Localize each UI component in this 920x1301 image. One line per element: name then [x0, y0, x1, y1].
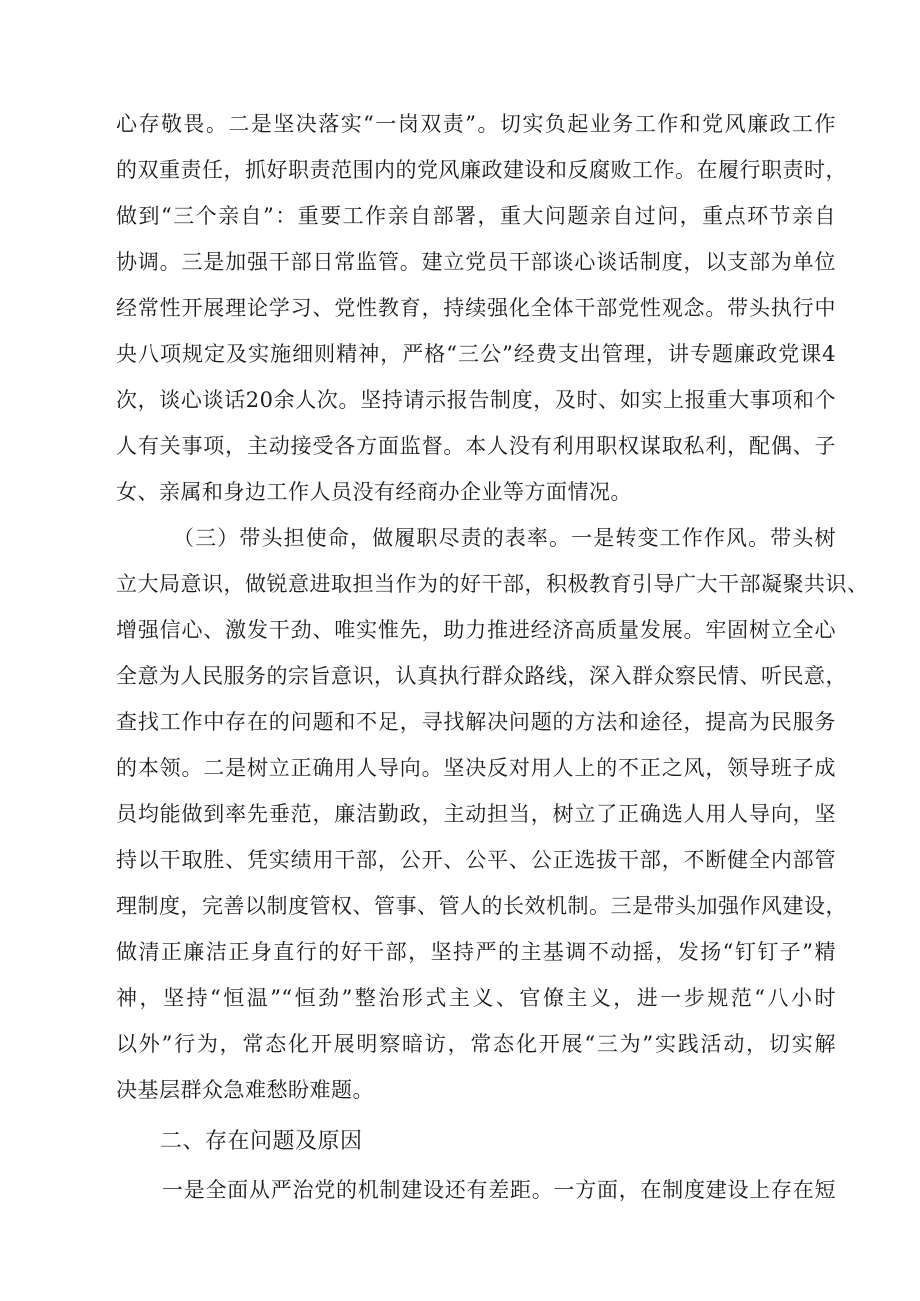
- document-body: [116, 101, 869, 1213]
- text-line: 央八项规定及实施细则精神，严格“三公”经费支出管理，讲专题廉政党课4: [116, 342, 836, 366]
- text-line: 做到“三个亲自”：重要工作亲自部署，重大问题亲自过问，重点环节亲自: [116, 204, 836, 228]
- text-line: 一是全面从严治党的机制建设还有差距。一方面，在制度建设上存在短: [162, 1178, 836, 1202]
- text-line: 经常性开展理论学习、党性教育，持续强化全体干部党性观念。带头执行中: [116, 296, 836, 320]
- text-line: 全意为人民服务的宗旨意识，认真执行群众路线，深入群众察民情、听民意，: [116, 664, 847, 688]
- text-line: 人有关事项，主动接受各方面监督。本人没有利用职权谋取私利，配偶、子: [116, 434, 836, 458]
- text-line: 查找工作中存在的问题和不足，寻找解决问题的方法和途径，提高为民服务: [116, 710, 836, 734]
- text-line: 做清正廉洁正身直行的好干部，坚持严的主基调不动摇，发扬“钉钉子”精: [116, 940, 836, 964]
- text-line: 以外”行为，常态化开展明察暗访，常态化开展“三为”实践活动，切实解: [116, 1032, 836, 1056]
- text-line: 女、亲属和身边工作人员没有经商办企业等方面情况。: [116, 480, 632, 504]
- text-line: 心存敬畏。二是坚决落实“一岗双责”。切实负起业务工作和党风廉政工作: [116, 112, 836, 136]
- paragraph-problems: [116, 1167, 836, 1213]
- text-line: 持以干取胜、凭实绩用干部，公开、公平、公正选拔干部，不断健全内部管: [116, 848, 836, 872]
- paragraph-responsibility: [116, 101, 847, 515]
- text-line: 协调。三是加强干部日常监管。建立党员干部谈心谈话制度，以支部为单位: [116, 250, 836, 274]
- text-line: 的双重责任，抓好职责范围内的党风廉政建设和反腐败工作。在履行职责时，: [116, 158, 847, 182]
- text-line: （三）带头担使命，做履职尽责的表率。一是转变工作作风。带头树: [173, 526, 836, 550]
- text-line: 决基层群众急难愁盼难题。: [116, 1078, 374, 1102]
- text-line: 的本领。二是树立正确用人导向。坚决反对用人上的不正之风，领导班子成: [116, 756, 836, 780]
- section-heading: 二、存在问题及原因: [160, 1129, 363, 1154]
- text-line: 神，坚持“恒温”“恒劲”整治形式主义、官僚主义，进一步规范“八小时: [116, 986, 836, 1010]
- text-line: 次，谈心谈话20余人次。坚持请示报告制度，及时、如实上报重大事项和个: [116, 388, 836, 412]
- paragraph-mission: [116, 515, 869, 1113]
- text-line: 理制度，完善以制度管权、管事、管人的长效机制。三是带头加强作风建设，: [116, 894, 847, 918]
- text-line: 员均能做到率先垂范，廉洁勤政，主动担当，树立了正确选人用人导向，坚: [116, 802, 836, 826]
- text-line: 增强信心、激发干劲、唯实惟先，助力推进经济高质量发展。牢固树立全心: [116, 618, 836, 642]
- text-line: 立大局意识，做锐意进取担当作为的好干部，积极教育引导广大干部凝聚共识、: [116, 572, 869, 596]
